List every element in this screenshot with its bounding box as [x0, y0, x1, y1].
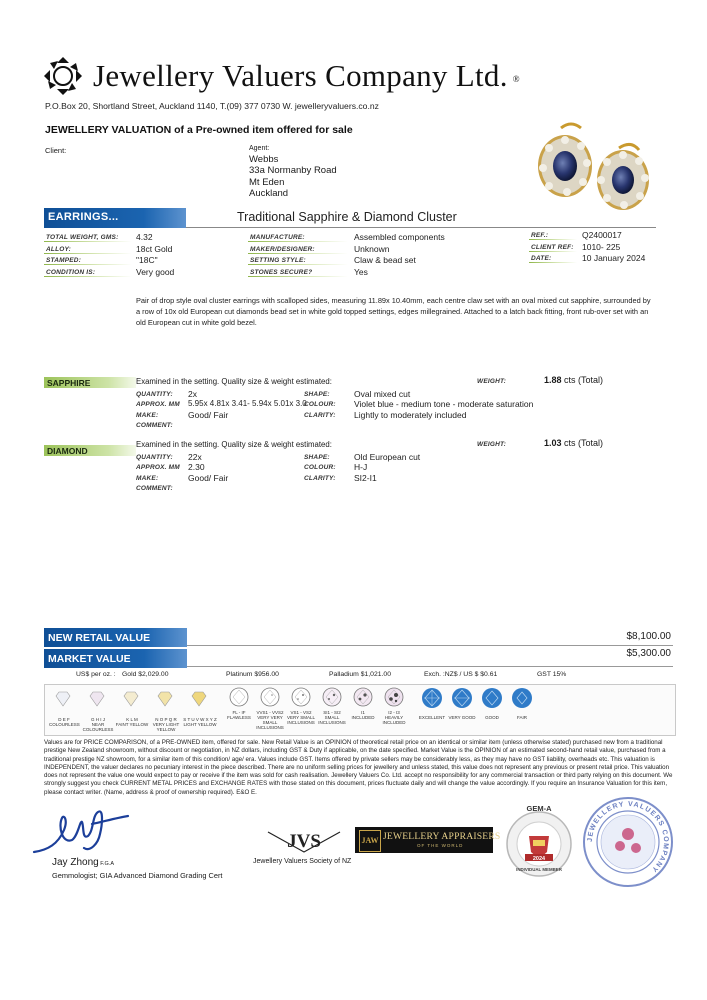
company-address: P.O.Box 20, Shortland Street, Auckland 1140, T.(09) 377 0730 W. jewelleryvaluers.co.nz — [45, 101, 379, 111]
colour-grade-label: D E F COLOURLESS — [49, 717, 80, 727]
agent-line: Webbs — [249, 154, 279, 165]
detail-label: TOTAL WEIGHT, GMS: — [46, 234, 119, 241]
clarity-grade-label: SI1 - SI2 SMALL INCLUSIONS — [318, 710, 346, 725]
colour-grade-label: K L M FAINT YELLOW — [115, 717, 149, 727]
diamond-colour-icon — [157, 691, 173, 707]
cut-grade-icon — [451, 687, 473, 709]
jaw-logo-text: JEWELLERY APPRAISERS — [383, 831, 501, 842]
signature-mark — [28, 800, 138, 860]
spec-value: H-J — [354, 462, 368, 473]
weight-unit: cts (Total) — [564, 375, 604, 385]
weight-label: WEIGHT: — [477, 441, 507, 448]
detail-value: "18C" — [136, 255, 158, 265]
date-value: 10 January 2024 — [582, 253, 646, 263]
rates-line — [44, 669, 674, 681]
diamond-colour-icon — [89, 691, 105, 707]
clarity-grade-label: I1 INCLUDED — [351, 710, 375, 720]
clarity-grade-label: VVS1 - VVS2 VERY VERY SMALL INCLUSIONS — [256, 710, 284, 730]
new-retail-label: NEW RETAIL VALUE — [48, 632, 151, 644]
market-value-banner — [44, 649, 187, 668]
item-category-banner — [44, 208, 186, 228]
detail-label: SETTING STYLE: — [250, 257, 306, 264]
rate-gold: Gold $2,029.00 — [122, 671, 169, 678]
spec-label: CLARITY: — [304, 411, 336, 419]
detail-value: Yes — [354, 266, 368, 277]
cut-grade-label: GOOD — [485, 715, 499, 720]
jaw-logo-sub: OF THE WORLD — [417, 843, 464, 848]
item-title: Traditional Sapphire & Diamond Cluster — [237, 210, 457, 224]
detail-label: DATE: — [531, 255, 552, 262]
cut-grade-icon — [511, 687, 533, 709]
stone-banner-sapphire — [44, 377, 136, 388]
clarity-scale — [223, 687, 413, 731]
detail-label: CONDITION IS: — [46, 268, 96, 276]
detail-value: 4.32 — [136, 232, 153, 242]
spec-label: COLOUR: — [304, 464, 336, 472]
banner-rule — [186, 227, 656, 228]
detail-value: Very good — [136, 266, 175, 277]
detail-label: STONES SECURE? — [250, 268, 313, 276]
diamond-colour-icon — [123, 691, 139, 707]
colour-grade-label: G H I J NEAR COLOURLESS — [82, 717, 114, 732]
spec-value: Good/ Fair — [188, 472, 229, 483]
rate-gst: GST 15% — [537, 671, 567, 678]
gem-a-badge — [503, 800, 575, 880]
weight-readout — [544, 438, 603, 448]
jaw-logo — [355, 827, 501, 853]
company-name: Jewellery Valuers Company Ltd. ® — [93, 58, 520, 93]
spec-label: SHAPE: — [304, 391, 330, 398]
jvs-logo-text: JVS — [287, 831, 321, 852]
spec-label: MAKE: — [136, 411, 159, 419]
item-category: EARRINGS... — [48, 211, 119, 223]
spec-value: Oval mixed cut — [354, 389, 411, 399]
cut-grade-label: FAIR — [516, 715, 527, 720]
market-value: $5,300.00 — [626, 648, 671, 659]
clarity-grade-label: FL - IF FLAWLESS — [227, 710, 251, 720]
document-title: JEWELLERY VALUATION of a Pre-owned item offered for sale — [45, 124, 353, 136]
cut-scale — [417, 687, 547, 731]
clarity-grade-label: I2 - I3 HEAVILY INCLUDED — [382, 710, 406, 725]
earrings-photo — [527, 118, 657, 214]
agent-line: Auckland — [249, 188, 289, 200]
spec-value: Old European cut — [354, 452, 421, 462]
detail-label: MANUFACTURE: — [250, 234, 305, 241]
colour-grade-label: N O P Q R VERY LIGHT YELLOW — [152, 717, 180, 732]
detail-label: REF.: — [531, 232, 549, 239]
rate-platinum: Platinum $956.00 — [226, 671, 279, 678]
spec-label: COMMENT: — [136, 422, 173, 430]
rate-usd: US$ per oz. : — [76, 671, 116, 678]
spec-value: Violet blue - medium tone - moderate saturation — [354, 399, 534, 410]
agent-line: 33a Normanby Road — [249, 165, 337, 177]
spec-value: SI2-I1 — [354, 472, 377, 483]
spec-value: Good/ Fair — [188, 409, 229, 420]
spec-value: 5.95x 4.81x 3.41- 5.94x 5.01x 3.0 — [188, 399, 307, 409]
spec-label: QUANTITY: — [136, 454, 173, 461]
clarity-grade-icon — [353, 687, 373, 707]
cut-grade-icon — [421, 687, 443, 709]
spec-label: QUANTITY: — [136, 391, 173, 398]
rate-palladium: Palladium $1,021.00 — [329, 671, 391, 678]
agent-label: Agent: — [249, 145, 270, 152]
spec-label: CLARITY: — [304, 474, 336, 482]
jvs-caption: Jewellery Valuers Society of NZ — [253, 858, 352, 865]
stone-right-specs — [304, 452, 564, 483]
spec-label: APPROX. MM — [136, 464, 180, 472]
detail-value: 18ct Gold — [136, 243, 173, 254]
market-rule — [187, 666, 673, 667]
colour-grade-label: S T U V W X Y Z LIGHT YELLOW — [183, 717, 217, 727]
company-logo-icon — [42, 55, 84, 97]
cut-grade-icon — [481, 687, 503, 709]
agent-address — [249, 154, 337, 200]
cut-grade-label: EXCELLENT — [418, 715, 446, 720]
spec-value: 2x — [188, 389, 197, 399]
stone-right-specs — [304, 389, 564, 420]
signatory-name-text: Jay Zhong — [52, 857, 99, 868]
detail-value: Assembled components — [354, 232, 445, 242]
weight-value: 1.88 — [544, 375, 562, 385]
spec-label: SHAPE: — [304, 454, 330, 461]
spec-value: 2.30 — [188, 462, 205, 473]
signatory-title: Gemmologist; GIA Advanced Diamond Grading Cert — [52, 871, 223, 880]
clarity-grade-icon — [384, 687, 404, 707]
spec-label: MAKE: — [136, 474, 159, 482]
agent-line: Mt Eden — [249, 176, 285, 188]
signatory-suffix: F.G.A — [98, 861, 114, 867]
client-label: Client: — [45, 146, 67, 155]
stone-left-specs — [136, 389, 306, 431]
spec-label: COMMENT: — [136, 485, 173, 493]
clarity-grade-icon — [291, 687, 311, 707]
diamond-colour-icon — [55, 691, 71, 707]
weight-label: WEIGHT: — [477, 378, 507, 385]
spec-value: Lightly to moderately included — [354, 409, 467, 420]
ref-value: Q2400017 — [582, 230, 622, 240]
details-col-2 — [248, 232, 488, 278]
spec-label: APPROX. MM — [136, 401, 180, 409]
stone-banner-diamond — [44, 445, 136, 456]
disclaimer: Values are for PRICE COMPARISON, of a PRE-OWNED item, offered for sale. New Retail Value is an OPINION of theoretical retail price on an identical or similar item (unless otherwise stated) purchased new from a traditional prestige New Zealand showroom, without discount or negotiation, in NZ dollars, including GST & Duty if applicable, on the date specified. Market Value is the OPINION of an estimated second-hand retail value, purchased from a traditional prestige NZ showroom, for a similar item of this condition/ age/ era. Values include GST. Items offered by private sellers may be considerably less, as they may have no GST liability, overheads etc. This valuation is INDEPENDENT, the valuer declares no pecuniary interest in the piece described. There are no uniform selling prices for jewellery and unless stated, this value does not represent any previous or present retail price. This valuation does not represent the value one would expect to pay or receive if the item was sold for cash realisation. Jewellery Valuers Co. Ltd. accept no responsibility for any commercial transaction or third party relying on this document. We strongly suggest you check CURRENT METAL PRICES and EXCHANGE RATES with those stated on this document, prices fluctuate daily and will change the value accordingly. If you require an Insurance Valuation for this item, please contact writer. (Name, address & proof of ownership required). E&O E. — [44, 739, 673, 796]
stone-name: SAPPHIRE — [47, 378, 91, 388]
colour-scale — [49, 691, 219, 731]
details-col-3 — [529, 230, 669, 265]
grading-scales — [44, 684, 676, 736]
detail-label: CLIENT REF: — [531, 243, 574, 251]
new-retail-value: $8,100.00 — [626, 631, 671, 642]
seal-ring-text: JEWELLERY VALUERS COMPANY — [586, 800, 670, 874]
new-retail-rule — [187, 645, 673, 646]
detail-value: Claw & bead set — [354, 255, 416, 265]
rate-exchange: Exch. :NZ$ / US $ $0.61 — [424, 671, 498, 678]
stone-intro: Examined in the setting. Quality size & weight estimated: — [136, 440, 332, 449]
detail-label: MAKER/DESIGNER: — [250, 245, 315, 253]
clarity-grade-icon — [229, 687, 249, 707]
details-col-1 — [44, 232, 194, 278]
detail-label: STAMPED: — [46, 257, 82, 264]
registered-mark: ® — [512, 73, 520, 84]
signatory-name — [52, 857, 114, 868]
clarity-grade-icon — [260, 687, 280, 707]
spec-label: COLOUR: — [304, 401, 336, 409]
cut-grade-label: VERY GOOD — [448, 715, 476, 720]
company-seal — [582, 796, 674, 888]
gem-a-year: 2024 — [532, 856, 546, 862]
gem-a-title: GEM-A — [526, 804, 552, 813]
client-ref-value: 1010- 225 — [582, 241, 621, 252]
market-value-label: MARKET VALUE — [48, 653, 131, 665]
stone-left-specs — [136, 452, 306, 494]
diamond-colour-icon — [191, 691, 207, 707]
detail-value: Unknown — [354, 243, 390, 254]
weight-value: 1.03 — [544, 438, 562, 448]
stone-name: DIAMOND — [47, 446, 88, 456]
jaw-emblem-icon: JAW — [359, 830, 381, 852]
jvs-logo — [264, 826, 344, 856]
weight-readout — [544, 375, 603, 385]
stone-intro: Examined in the setting. Quality size & weight estimated: — [136, 377, 332, 386]
item-description: Pair of drop style oval cluster earrings with scalloped sides, measuring 11.89x 10.40mm, each centre claw set with an oval mixed cut sapphire, surrounded by a row of 10x old European cut diamonds bead set in white gold topped settings, edges millegrained. Attached to a latch back fitting, front rub-over set with an old European cut in white gold bezel. — [136, 296, 651, 327]
gem-a-ring-text: INDIVIDUAL MEMBER — [516, 867, 562, 872]
weight-unit: cts (Total) — [564, 438, 604, 448]
new-retail-banner — [44, 628, 187, 647]
detail-label: ALLOY: — [46, 245, 72, 253]
clarity-grade-label: VS1 - VS2 VERY SMALL INCLUSIONS — [286, 710, 316, 725]
spec-value: 22x — [188, 452, 202, 462]
clarity-grade-icon — [322, 687, 342, 707]
